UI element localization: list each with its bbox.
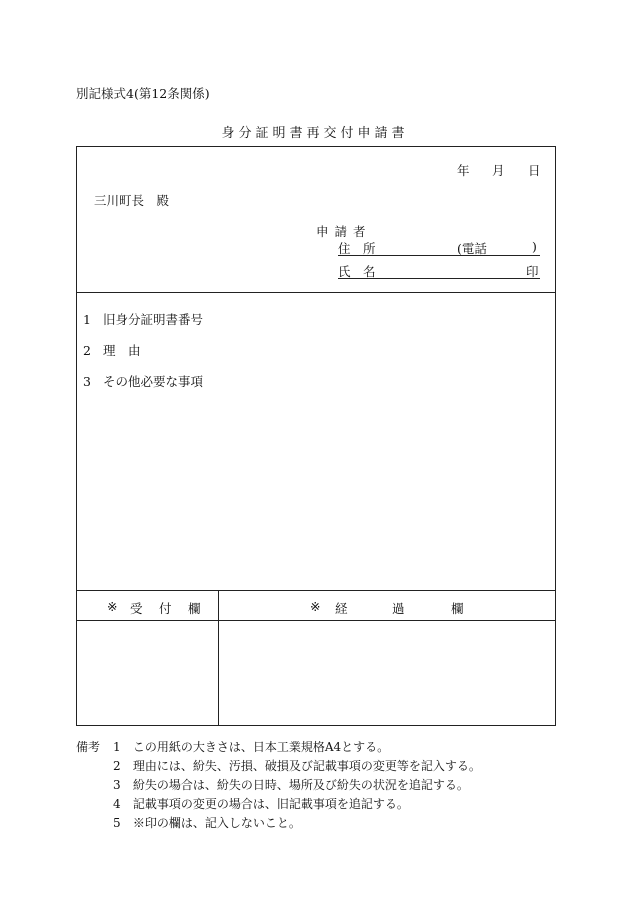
item-number: 2 [83, 343, 91, 358]
phone-close: ) [532, 239, 537, 254]
item-label: 旧身分証明書番号 [102, 312, 203, 327]
phone-label: (電話 [457, 241, 487, 256]
note-number: 4 [113, 797, 121, 811]
history-header-3: 欄 [451, 601, 464, 616]
item-label: その他必要な事項 [102, 374, 203, 389]
note-text: 紛失の場合は、紛失の日時、場所及び紛失の状況を追記する。 [132, 778, 469, 792]
note-text: ※印の欄は、記入しないこと。 [132, 816, 301, 830]
note-item [113, 757, 481, 774]
item-reason[interactable] [83, 341, 141, 359]
note-text: この用紙の大きさは、日本工業規格A4とする。 [132, 740, 390, 754]
section-divider [76, 292, 556, 293]
history-cell[interactable] [219, 621, 555, 725]
applicant-heading: 申請者 [316, 224, 372, 239]
note-number: 3 [113, 778, 121, 792]
item-label: 理 由 [102, 343, 141, 358]
item-old-id-number[interactable] [83, 310, 203, 328]
address-label: 住 所 [338, 241, 376, 256]
reception-cell[interactable] [77, 621, 218, 725]
page-title: 身分証明書再交付申請書 [221, 126, 409, 141]
note-text: 理由には、紛失、汚損、破損及び記載事項の変更等を記入する。 [132, 759, 481, 773]
item-other[interactable] [83, 372, 203, 390]
note-item [113, 814, 301, 831]
date-year-label: 年 [457, 163, 470, 178]
date-month-label: 月 [492, 163, 505, 178]
history-header-2: 過 [392, 601, 405, 616]
addressee: 三川町長 殿 [94, 193, 170, 208]
item-number: 1 [83, 312, 91, 327]
office-section-divider [76, 590, 556, 591]
name-label: 氏 名 [338, 264, 376, 279]
seal-mark: 印 [526, 264, 539, 279]
reception-mark: ※ [107, 599, 118, 614]
note-text: 記載事項の変更の場合は、旧記載事項を追記する。 [132, 797, 409, 811]
date-day-label: 日 [528, 163, 541, 178]
note-item [113, 738, 389, 755]
history-mark: ※ [310, 599, 321, 614]
note-item [113, 776, 469, 793]
history-header-1: 経 [335, 601, 348, 616]
note-number: 1 [113, 740, 121, 754]
note-number: 2 [113, 759, 121, 773]
item-number: 3 [83, 374, 91, 389]
name-field[interactable] [338, 278, 540, 279]
note-item [113, 795, 409, 812]
address-field[interactable] [338, 255, 540, 256]
reception-column-header: 受 付 欄 [130, 601, 203, 616]
form-label: 別記様式4(第12条関係) [76, 86, 210, 101]
notes-heading: 備考 [76, 740, 101, 754]
note-number: 5 [113, 816, 121, 830]
